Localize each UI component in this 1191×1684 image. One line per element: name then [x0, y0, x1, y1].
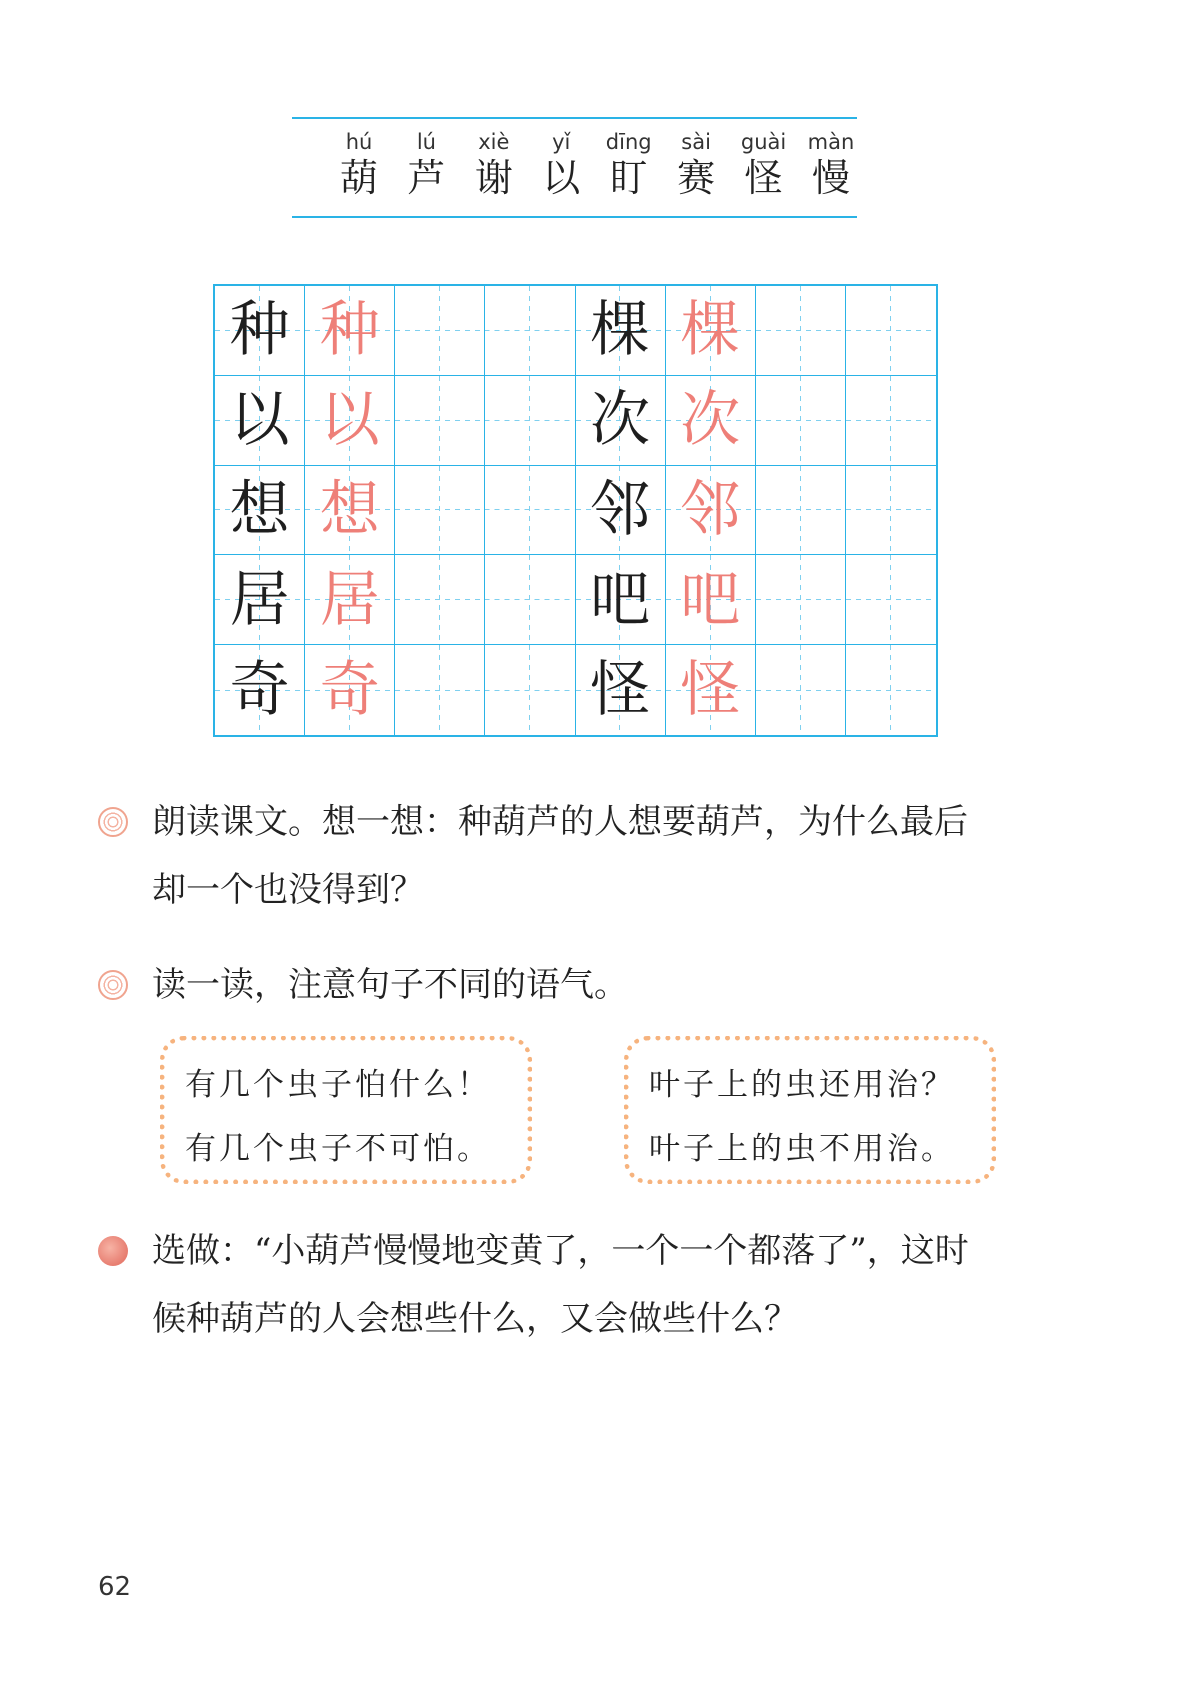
swirl-bullet-icon [98, 807, 128, 837]
trace-character: 吧 [680, 564, 741, 635]
grid-cell [666, 376, 756, 466]
writing-grid [213, 284, 938, 737]
grid-cell [395, 286, 485, 376]
question-1 [152, 788, 1052, 924]
pinyin: xiè [478, 130, 510, 154]
vocab-top-rule [292, 117, 857, 119]
grid-cell [305, 555, 395, 645]
grid-cell [395, 645, 485, 735]
model-character: 以 [229, 385, 290, 456]
hanzi: 怪 [744, 156, 783, 200]
model-character: 居 [229, 564, 290, 635]
sentence: 叶子上的虫还用治？ [649, 1067, 955, 1103]
question-2 [152, 951, 1052, 1019]
grid-cell [215, 466, 305, 556]
hanzi: 慢 [811, 156, 850, 200]
grid-cell [846, 555, 936, 645]
pinyin: sài [681, 130, 711, 154]
grid-cell [215, 376, 305, 466]
model-character: 棵 [590, 295, 651, 366]
model-character: 邻 [590, 474, 651, 545]
grid-cell [215, 555, 305, 645]
vocab-item [802, 128, 860, 200]
hanzi: 谢 [474, 156, 513, 200]
vocab-item [397, 128, 455, 200]
question-1-line-2: 却一个也没得到？ [152, 870, 424, 910]
question-1-line-1: 朗读课文。想一想：种葫芦的人想要葫芦，为什么最后 [152, 802, 968, 842]
grid-cell [576, 286, 666, 376]
pinyin: dīng [605, 130, 652, 154]
pinyin: guài [740, 130, 787, 154]
grid-cell [215, 645, 305, 735]
pinyin: hú [345, 130, 373, 154]
sentence-box-right [624, 1036, 996, 1184]
swirl-bullet-icon [98, 970, 128, 1000]
model-character: 怪 [590, 655, 651, 726]
trace-character: 怪 [680, 655, 741, 726]
pinyin: lú [416, 130, 436, 154]
grid-cell [846, 286, 936, 376]
trace-character: 邻 [680, 474, 741, 545]
grid-cell [666, 286, 756, 376]
vocab-item [532, 128, 590, 200]
vocab-item [600, 128, 658, 200]
hanzi: 葫 [339, 156, 378, 200]
page-number: 62 [98, 1572, 132, 1602]
grid-cell [485, 376, 575, 466]
grid-cell [846, 376, 936, 466]
grid-cell [666, 645, 756, 735]
grid-cell [215, 286, 305, 376]
pinyin: màn [807, 130, 855, 154]
vocab-item [330, 128, 388, 200]
grid-cell [576, 555, 666, 645]
vocab-item [465, 128, 523, 200]
trace-character: 奇 [319, 655, 380, 726]
hanzi: 以 [542, 156, 581, 200]
grid-cell [756, 645, 846, 735]
grid-cell [576, 466, 666, 556]
question-3 [152, 1217, 1052, 1353]
question-2-line-1: 读一读，注意句子不同的语气。 [152, 965, 628, 1005]
model-character: 奇 [229, 655, 290, 726]
grid-cell [846, 466, 936, 556]
sentence: 叶子上的虫不用治。 [649, 1131, 955, 1167]
hanzi: 盯 [609, 156, 648, 200]
trace-character: 以 [319, 385, 380, 456]
model-character: 种 [229, 295, 290, 366]
question-3-line-1: 选做：“小葫芦慢慢地变黄了，一个一个都落了”，这时 [152, 1231, 969, 1271]
dot-bullet-icon [98, 1236, 128, 1266]
vocab-item [735, 128, 793, 200]
grid-cell [305, 286, 395, 376]
pinyin: yǐ [552, 130, 571, 154]
model-character: 想 [229, 474, 290, 545]
hanzi: 芦 [407, 156, 446, 200]
grid-cell [576, 645, 666, 735]
grid-cell [485, 555, 575, 645]
grid-cell [756, 286, 846, 376]
grid-cell [305, 645, 395, 735]
grid-cell [305, 466, 395, 556]
vocab-bottom-rule [292, 216, 857, 218]
sentence-box-left [160, 1036, 532, 1184]
grid-cell [305, 376, 395, 466]
hanzi: 赛 [677, 156, 716, 200]
trace-character: 棵 [680, 295, 741, 366]
trace-character: 次 [680, 385, 741, 456]
grid-cell [666, 555, 756, 645]
grid-cell [576, 376, 666, 466]
model-character: 次 [590, 385, 651, 456]
grid-cell [485, 286, 575, 376]
grid-cell [485, 466, 575, 556]
sentence: 有几个虫子不可怕。 [185, 1131, 491, 1167]
trace-character: 居 [319, 564, 380, 635]
model-character: 吧 [590, 564, 651, 635]
vocab-item [667, 128, 725, 200]
sentence: 有几个虫子怕什么！ [185, 1067, 491, 1103]
grid-cell [846, 645, 936, 735]
question-3-line-2: 候种葫芦的人会想些什么，又会做些什么？ [152, 1299, 798, 1339]
grid-cell [666, 466, 756, 556]
grid-cell [395, 466, 485, 556]
grid-cell [756, 376, 846, 466]
vocab-row [330, 128, 860, 200]
trace-character: 种 [319, 295, 380, 366]
grid-cell [756, 555, 846, 645]
grid-cell [485, 645, 575, 735]
grid-cell [395, 555, 485, 645]
grid-cell [395, 376, 485, 466]
trace-character: 想 [319, 474, 380, 545]
grid-cell [756, 466, 846, 556]
